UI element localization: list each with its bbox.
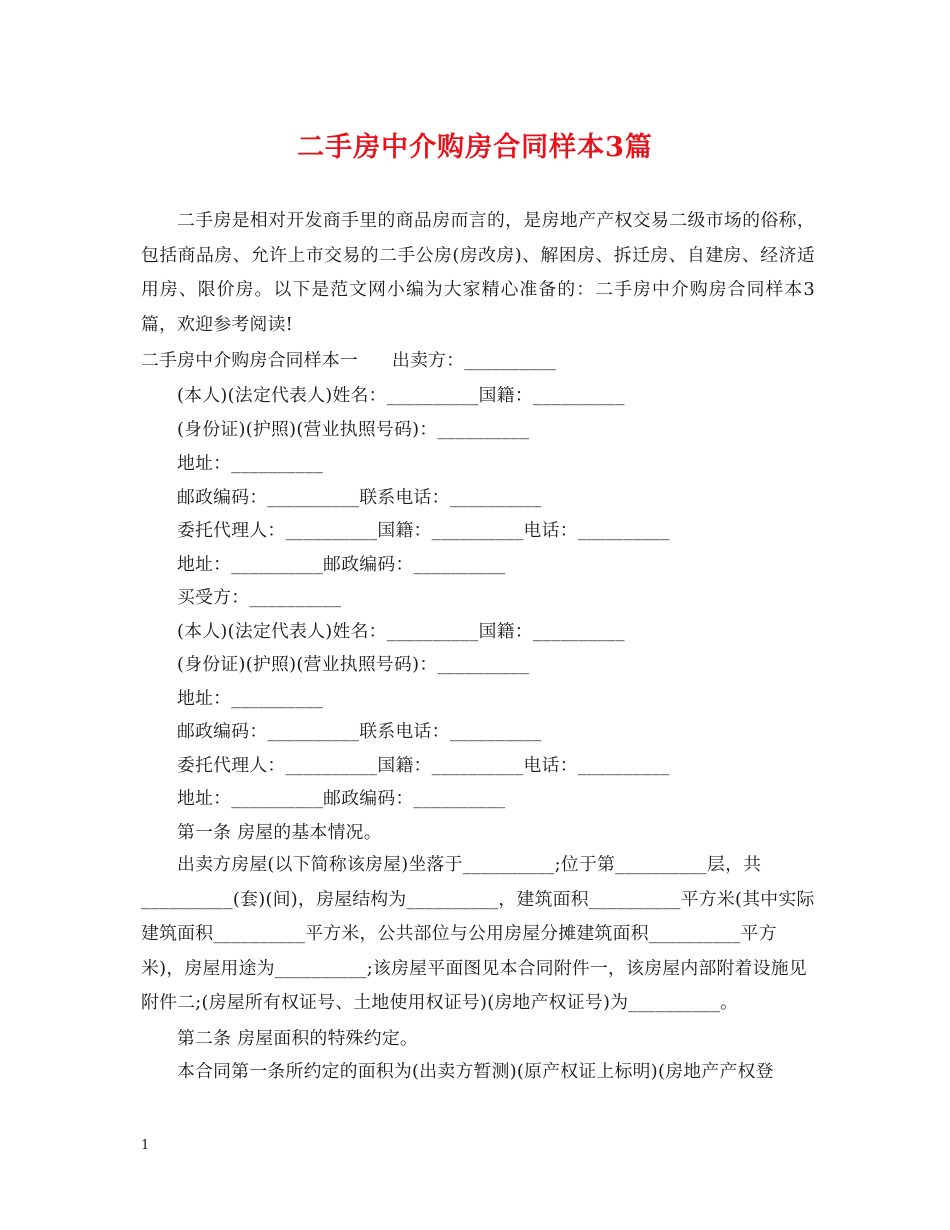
seller-agent-line: 委托代理人：__________国籍：__________电话：__________	[177, 520, 670, 541]
section-heading: 二手房中介购房合同样本一	[141, 350, 358, 371]
intro-paragraph: 二手房是相对开发商手里的商品房而言的，是房地产产权交易二级市场的俗称，包括商品房、允许上市交易的二手公房(房改房)、解困房、拆迁房、自建房、经济适用房、限价房。以下是范文网小编为大家精心准备的：二手房中介购房合同样本3篇，欢迎参考阅读!	[141, 210, 815, 335]
buyer-agent-line: 委托代理人：__________国籍：__________电话：__________	[177, 755, 670, 776]
seller-label: 出卖方：__________	[391, 350, 557, 371]
article1-heading: 第一条 房屋的基本情况。	[177, 822, 382, 843]
seller-address-line: 地址：__________	[177, 453, 324, 474]
buyer-id-line: (身份证)(护照)(营业执照号码)：__________	[177, 654, 530, 675]
document-title: 二手房中介购房合同样本3篇	[297, 132, 653, 163]
article2-heading: 第二条 房屋面积的特殊约定。	[177, 1028, 419, 1049]
seller-id-line: (身份证)(护照)(营业执照号码)：__________	[177, 419, 530, 440]
seller-agent-address-line: 地址：__________邮政编码：__________	[177, 554, 506, 575]
seller-name-line: (本人)(法定代表人)姓名：__________国籍：__________	[177, 385, 625, 406]
section-heading-line	[141, 349, 841, 373]
article1-body: 出卖方房屋(以下简称该房屋)坐落于__________;位于第__________层，共__________(套)(间)，房屋结构为__________，建筑面积__________平方米(其中实际建筑面积__________平方米，公共部位与公用房屋分摊建筑面积__________平方米)，房屋用途为__________;该房屋平面图见本合同附件一，该房屋内部附着设施见附件二;(房屋所有权证号、土地使用权证号)(房地产权证号)为__________。	[141, 854, 815, 1013]
page-number: 1	[141, 1138, 150, 1153]
article2-body: 本合同第一条所约定的面积为(出卖方暂测)(原产权证上标明)(房地产产权登	[177, 1061, 774, 1082]
buyer-label-line: 买受方：__________	[177, 587, 342, 608]
buyer-postcode-line: 邮政编码：__________联系电话：__________	[177, 721, 542, 742]
seller-postcode-line: 邮政编码：__________联系电话：__________	[177, 487, 542, 508]
buyer-address-line: 地址：__________	[177, 688, 324, 709]
buyer-name-line: (本人)(法定代表人)姓名：__________国籍：__________	[177, 621, 625, 642]
buyer-agent-address-line: 地址：__________邮政编码：__________	[177, 788, 506, 809]
